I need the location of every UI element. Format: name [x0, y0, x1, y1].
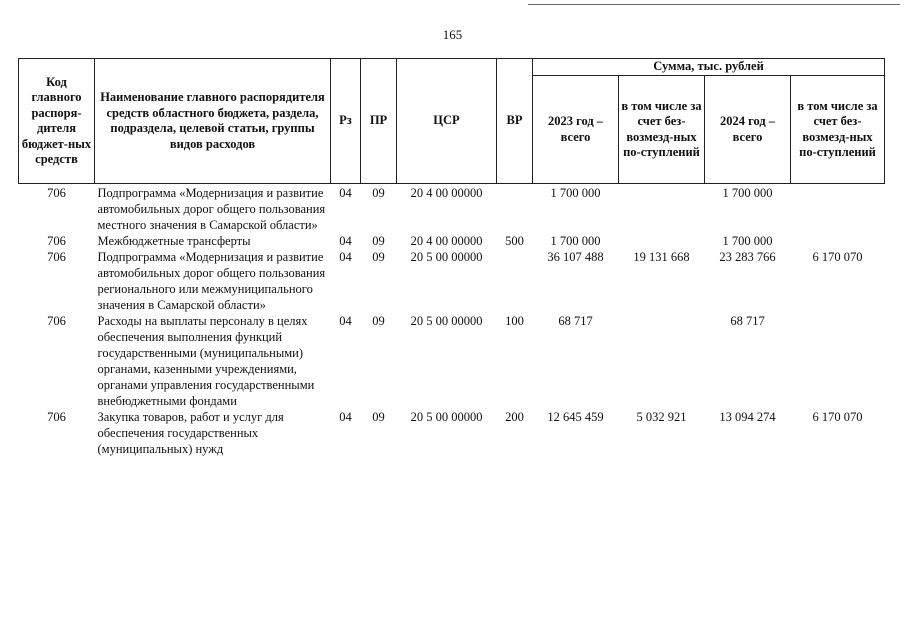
budget-table [18, 58, 885, 457]
cell-pr: 09 [372, 410, 385, 424]
cell-2023-total: 36 107 488 [547, 250, 604, 264]
header-2024-grant: в том числе за счет без-возмезд-ных по-ступлений [791, 76, 885, 184]
cell-2023-total: 68 717 [558, 314, 593, 328]
table-row [19, 184, 885, 234]
cell-pr: 09 [372, 250, 385, 264]
cell-2023-total: 12 645 459 [547, 410, 604, 424]
header-code: Код главного распоря-дителя бюджет-ных средств [19, 59, 95, 184]
cell-vr [497, 249, 533, 313]
cell-code: 706 [47, 234, 66, 248]
header-name: Наименование главного распорядителя средств областного бюджета, раздела, подраздела, целевой статьи, группы видов расходов [95, 59, 331, 184]
cell-csr: 20 4 00 00000 [410, 234, 483, 248]
cell-2023-grant [619, 313, 705, 409]
cell-2023-grant [619, 233, 705, 249]
cell-name: Межбюджетные трансферты [97, 234, 251, 248]
header-vr: ВР [497, 59, 533, 184]
cell-rz: 04 [339, 186, 352, 200]
cell-2024-total: 68 717 [730, 314, 765, 328]
cell-name: Расходы на выплаты персоналу в целях обеспечения выполнения функций государственными (муниципальными) органами, казенными учреждениями, органами управления государственными внебюджетными фондами [97, 314, 315, 408]
cell-2024-total: 13 094 274 [719, 410, 776, 424]
cell-name: Закупка товаров, работ и услуг для обеспечения государственных (муниципальных) нужд [97, 410, 284, 456]
cell-2023-grant: 5 032 921 [636, 410, 687, 424]
cell-vr: 100 [505, 314, 524, 328]
cell-csr: 20 5 00 00000 [410, 250, 483, 264]
cell-csr: 20 4 00 00000 [410, 186, 483, 200]
header-rz: Рз [331, 59, 361, 184]
cell-name: Подпрограмма «Модернизация и развитие автомобильных дорог общего пользования регионального или межмуниципального значения в Самарской области» [97, 250, 326, 312]
cell-code: 706 [47, 314, 66, 328]
cell-rz: 04 [339, 250, 352, 264]
table-row [19, 249, 885, 313]
header-sum: Сумма, тыс. рублей [533, 59, 885, 76]
cell-csr: 20 5 00 00000 [410, 410, 483, 424]
header-2024-total: 2024 год – всего [705, 76, 791, 184]
cell-vr [497, 184, 533, 234]
cell-vr: 500 [505, 234, 524, 248]
cell-2024-grant: 6 170 070 [812, 410, 863, 424]
cell-2024-grant [791, 184, 885, 234]
cell-pr: 09 [372, 314, 385, 328]
header-2023-grant: в том числе за счет без-возмезд-ных по-ступлений [619, 76, 705, 184]
cell-pr: 09 [372, 234, 385, 248]
cell-2024-total: 1 700 000 [722, 234, 773, 248]
cell-pr: 09 [372, 186, 385, 200]
cell-2024-total: 1 700 000 [722, 186, 773, 200]
table-row [19, 409, 885, 457]
table-header [19, 59, 885, 184]
cell-2024-grant: 6 170 070 [812, 250, 863, 264]
table-row [19, 313, 885, 409]
header-csr: ЦСР [397, 59, 497, 184]
top-rule [528, 4, 900, 5]
cell-2024-grant [791, 313, 885, 409]
cell-2024-total: 23 283 766 [719, 250, 776, 264]
header-2023-total: 2023 год – всего [533, 76, 619, 184]
page-number: 165 [442, 27, 463, 42]
cell-code: 706 [47, 186, 66, 200]
cell-code: 706 [47, 410, 66, 424]
header-pr: ПР [361, 59, 397, 184]
cell-2024-grant [791, 233, 885, 249]
cell-name: Подпрограмма «Модернизация и развитие автомобильных дорог общего пользования местного значения в Самарской области» [97, 186, 326, 232]
cell-csr: 20 5 00 00000 [410, 314, 483, 328]
cell-rz: 04 [339, 234, 352, 248]
cell-code: 706 [47, 250, 66, 264]
cell-2023-total: 1 700 000 [550, 186, 601, 200]
cell-2023-grant [619, 184, 705, 234]
cell-rz: 04 [339, 314, 352, 328]
cell-2023-total: 1 700 000 [550, 234, 601, 248]
cell-vr: 200 [505, 410, 524, 424]
table-body [19, 184, 885, 458]
table-row [19, 233, 885, 249]
cell-rz: 04 [339, 410, 352, 424]
cell-2023-grant: 19 131 668 [633, 250, 690, 264]
